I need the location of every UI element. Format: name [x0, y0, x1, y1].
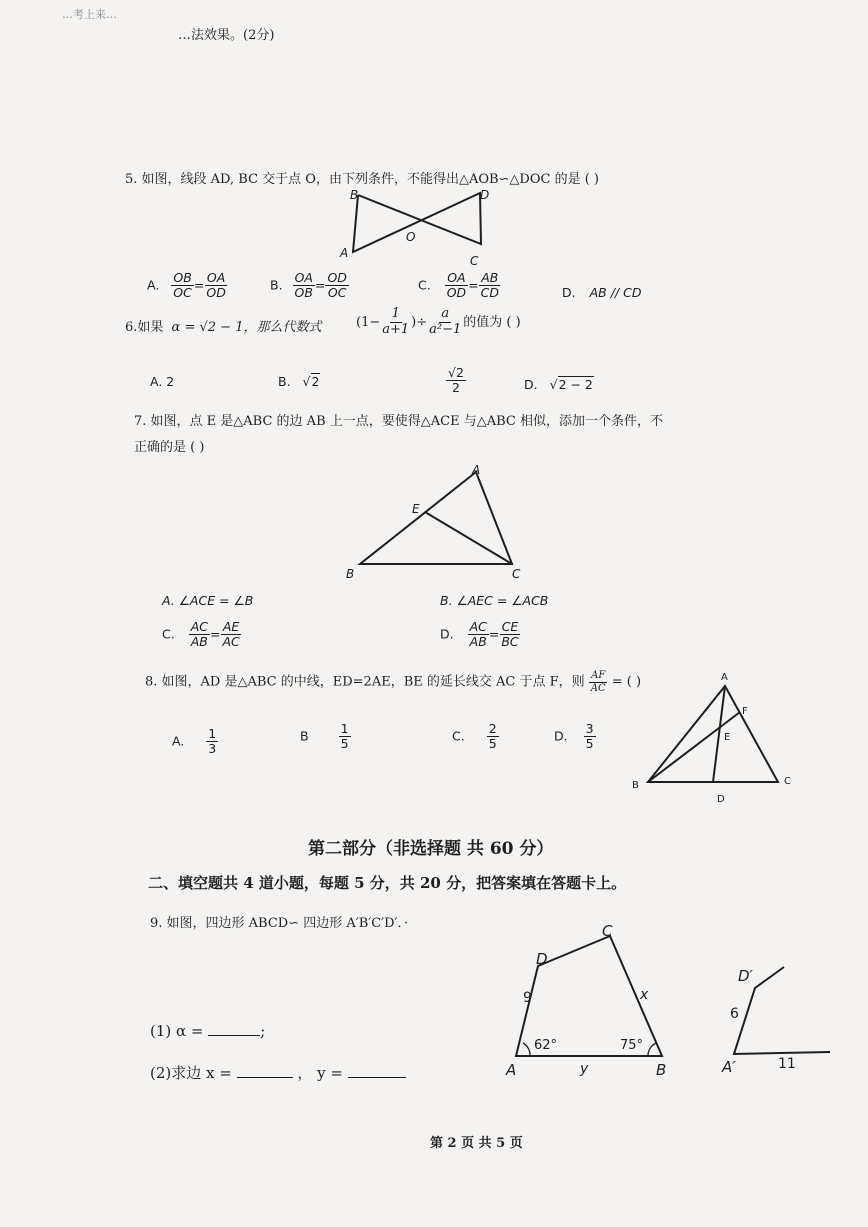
part2-title: 第二部分（非选择题 共 60 分）	[308, 839, 554, 859]
q8-option-c-num: 2	[488, 721, 497, 736]
q7-label-c: C	[512, 567, 521, 581]
q5-c-den2: CD	[480, 285, 499, 301]
q9-angle-arc-a	[523, 1043, 530, 1056]
q8-option-d[interactable]	[554, 722, 596, 752]
q8-text: 8. 如图，AD 是△ABC 的中线，ED=2AE，BE 的延长线交 AC 于点 F，则	[145, 674, 585, 690]
q7-c-eq: =	[209, 626, 221, 642]
q7-d-num1: AC	[469, 619, 487, 634]
q6-stem	[125, 316, 321, 335]
q6-expression	[356, 307, 521, 338]
q5-c-num1: OA	[447, 270, 466, 285]
q6-expr-num1: 1	[391, 306, 400, 321]
q6-expr-den1: a+1	[382, 321, 410, 337]
q5-label-b: B	[350, 188, 359, 202]
q5-option-d-letter: D.	[562, 285, 576, 300]
q8-frac-den: AC	[590, 682, 606, 694]
q9-label-x: x	[640, 987, 649, 1003]
q6-option-b-value: 2	[311, 374, 320, 389]
q8-option-a-den: 3	[208, 741, 217, 757]
q8-label-a: A	[721, 672, 728, 683]
q9-sub2-mid: ， y =	[297, 1064, 343, 1082]
q9-prime-label-six: 6	[730, 1006, 739, 1022]
q6-option-c[interactable]	[446, 366, 466, 396]
q8-option-a-num: 1	[208, 726, 217, 741]
q5-label-a: A	[340, 246, 349, 260]
q9-answer-blank-y[interactable]	[348, 1077, 406, 1078]
q7-d-eq: =	[488, 626, 500, 642]
q9-label-a: A	[506, 1061, 517, 1079]
q5-c-den1: OD	[446, 285, 467, 301]
q5-option-c[interactable]	[418, 271, 501, 301]
q6-expr-mid: )÷	[411, 314, 428, 330]
q5-label-d: D	[480, 188, 490, 202]
q7-c-den2: AC	[222, 634, 240, 650]
q9-sub2	[150, 1062, 406, 1083]
q9-label-62: 62°	[534, 1038, 558, 1053]
q5-text: 5. 如图，线段 AD, BC 交于点 O，由下列条件，不能得出△AOB∽△DOC 的是 ( )	[125, 172, 599, 187]
q5-figure-lines	[353, 193, 481, 252]
q8-option-a-letter: A.	[172, 733, 185, 749]
q6-option-b[interactable]: B. √2	[278, 374, 320, 389]
q6-option-d-letter: D.	[524, 377, 538, 392]
q8-option-a[interactable]	[172, 727, 218, 757]
q5-label-c: C	[470, 254, 479, 268]
q6-expr-num2: a	[441, 306, 450, 321]
q6-suffix: 的值为 ( )	[463, 314, 521, 330]
q8-label-e: E	[724, 732, 731, 743]
q6-prefix: 6.如果	[125, 320, 164, 335]
q6-option-d[interactable]: D. √2 − 2	[524, 377, 593, 392]
q7-c-num1: AC	[190, 619, 208, 634]
q9-angle-arc-b	[648, 1043, 656, 1056]
header-fragment: …法效果。(2分)	[178, 28, 275, 43]
q5-b-den1: OB	[294, 285, 313, 301]
section2-heading: 二、填空题共 4 道小题，每题 5 分，共 20 分，把答案填在答题卡上。	[148, 874, 627, 892]
q9-prime-label-eleven: 11	[778, 1056, 796, 1072]
q7-segment-ce	[425, 512, 512, 564]
q7-d-den2: BC	[501, 634, 519, 650]
q6-option-a[interactable]: A. 2	[150, 374, 175, 389]
q9-figure-abcd	[498, 922, 678, 1082]
q8-line-bf	[648, 712, 740, 782]
q7-line2: 正确的是 ( )	[134, 440, 205, 455]
header-faded: …考上来…	[62, 8, 117, 21]
q7-option-b[interactable]: B. ∠AEC = ∠ACB	[440, 593, 549, 608]
q9-prime-label-d: D′	[738, 967, 753, 985]
q5-label-o: O	[406, 230, 416, 244]
q9-answer-blank-alpha[interactable]	[208, 1035, 260, 1036]
q7-d-den1: AB	[469, 634, 487, 650]
q9-figure-abcd-prime	[718, 958, 850, 1078]
q7-label-b: B	[346, 567, 355, 581]
q7-c-num2: AE	[222, 619, 240, 634]
q7-label-a: A	[472, 463, 481, 477]
q5-a-num1: OB	[173, 270, 192, 285]
q8-label-d: D	[717, 794, 725, 805]
q9-label-75: 75°	[620, 1038, 644, 1053]
q9-sub1-end: ;	[260, 1022, 266, 1040]
q7-option-d[interactable]	[440, 620, 521, 650]
q7-option-d-letter: D.	[440, 626, 454, 642]
q5-a-den1: OC	[173, 285, 192, 301]
q9-label-b: B	[656, 1061, 667, 1079]
q5-b-eq: =	[314, 277, 326, 293]
q9-sub1-label: (1) α =	[150, 1022, 204, 1040]
q8-option-b-den: 5	[340, 736, 349, 752]
q5-c-num2: AB	[481, 270, 499, 285]
q9-sub2-label: (2)求边 x =	[150, 1064, 232, 1082]
q5-c-eq: =	[468, 277, 479, 293]
q6-option-c-den: 2	[451, 380, 460, 396]
q8-label-b: B	[632, 780, 639, 791]
q8-option-b-num: 1	[340, 721, 349, 736]
q8-stem	[145, 670, 641, 694]
q9-text: 9. 如图，四边形 ABCD∽ 四边形 A′B′C′D′．·	[150, 916, 409, 931]
q7-option-a[interactable]: A. ∠ACE = ∠B	[162, 593, 254, 608]
q9-prime-label-a: A′	[722, 1058, 736, 1076]
q5-option-d-text: AB // CD	[589, 285, 642, 300]
q5-option-a[interactable]	[147, 271, 228, 301]
q8-option-b-letter: B	[300, 728, 309, 744]
q8-label-f: F	[742, 706, 748, 717]
q8-option-b[interactable]	[300, 722, 351, 752]
page-footer: 第 2 页 共 5 页	[430, 1136, 523, 1151]
q9-label-d: D	[536, 950, 548, 968]
q6-condition: α = √2 − 1，那么代数式	[171, 320, 322, 335]
q5-a-num2: OA	[206, 270, 226, 285]
q5-a-eq: =	[193, 277, 205, 293]
q7-line1: 7. 如图，点 E 是△ABC 的边 AB 上一点，要使得△ACE 与△ABC 相似，添加一个条件，不	[134, 414, 663, 429]
q7-d-num2: CE	[501, 619, 519, 634]
q5-option-b-letter: B.	[270, 277, 283, 293]
q5-b-num1: OA	[294, 270, 313, 285]
q8-option-c[interactable]	[452, 722, 499, 752]
q7-figure	[340, 460, 540, 585]
q8-frac-num: AF	[591, 670, 606, 681]
q5-a-den2: OD	[206, 285, 226, 301]
q7-label-e: E	[412, 502, 420, 516]
q6-expr-den2: a²−1	[429, 321, 462, 337]
q8-figure	[628, 668, 800, 808]
q8-option-c-den: 5	[488, 736, 497, 752]
q8-option-d-letter: D.	[554, 728, 568, 744]
q6-expr-left: (1−	[356, 314, 381, 330]
q6-option-b-letter: B.	[278, 374, 291, 389]
q5-option-c-letter: C.	[418, 277, 431, 293]
q8-label-c: C	[784, 776, 791, 787]
q5-b-num2: OD	[327, 270, 347, 285]
q8-option-d-num: 3	[585, 721, 594, 736]
q7-option-c-letter: C.	[162, 626, 175, 642]
q5-figure	[330, 185, 500, 270]
q9-sub1	[150, 1022, 265, 1040]
q5-b-den2: OC	[327, 285, 347, 301]
q8-suffix: = ( )	[611, 674, 642, 690]
q9-label-y: y	[580, 1061, 589, 1077]
q5-option-b[interactable]	[270, 271, 349, 301]
q7-c-den1: AB	[190, 634, 208, 650]
q9-label-c: C	[602, 922, 613, 940]
q5-option-d[interactable]	[562, 285, 641, 300]
q6-option-c-num: √2	[448, 365, 464, 380]
q7-option-c[interactable]	[162, 620, 242, 650]
q6-option-d-value: 2 − 2	[558, 377, 593, 392]
q8-option-d-den: 5	[585, 736, 594, 752]
q5-option-a-letter: A.	[147, 277, 160, 293]
q9-answer-blank-x[interactable]	[237, 1077, 293, 1078]
q9-label-nine: 9	[523, 990, 532, 1006]
q8-option-c-letter: C.	[452, 728, 465, 744]
